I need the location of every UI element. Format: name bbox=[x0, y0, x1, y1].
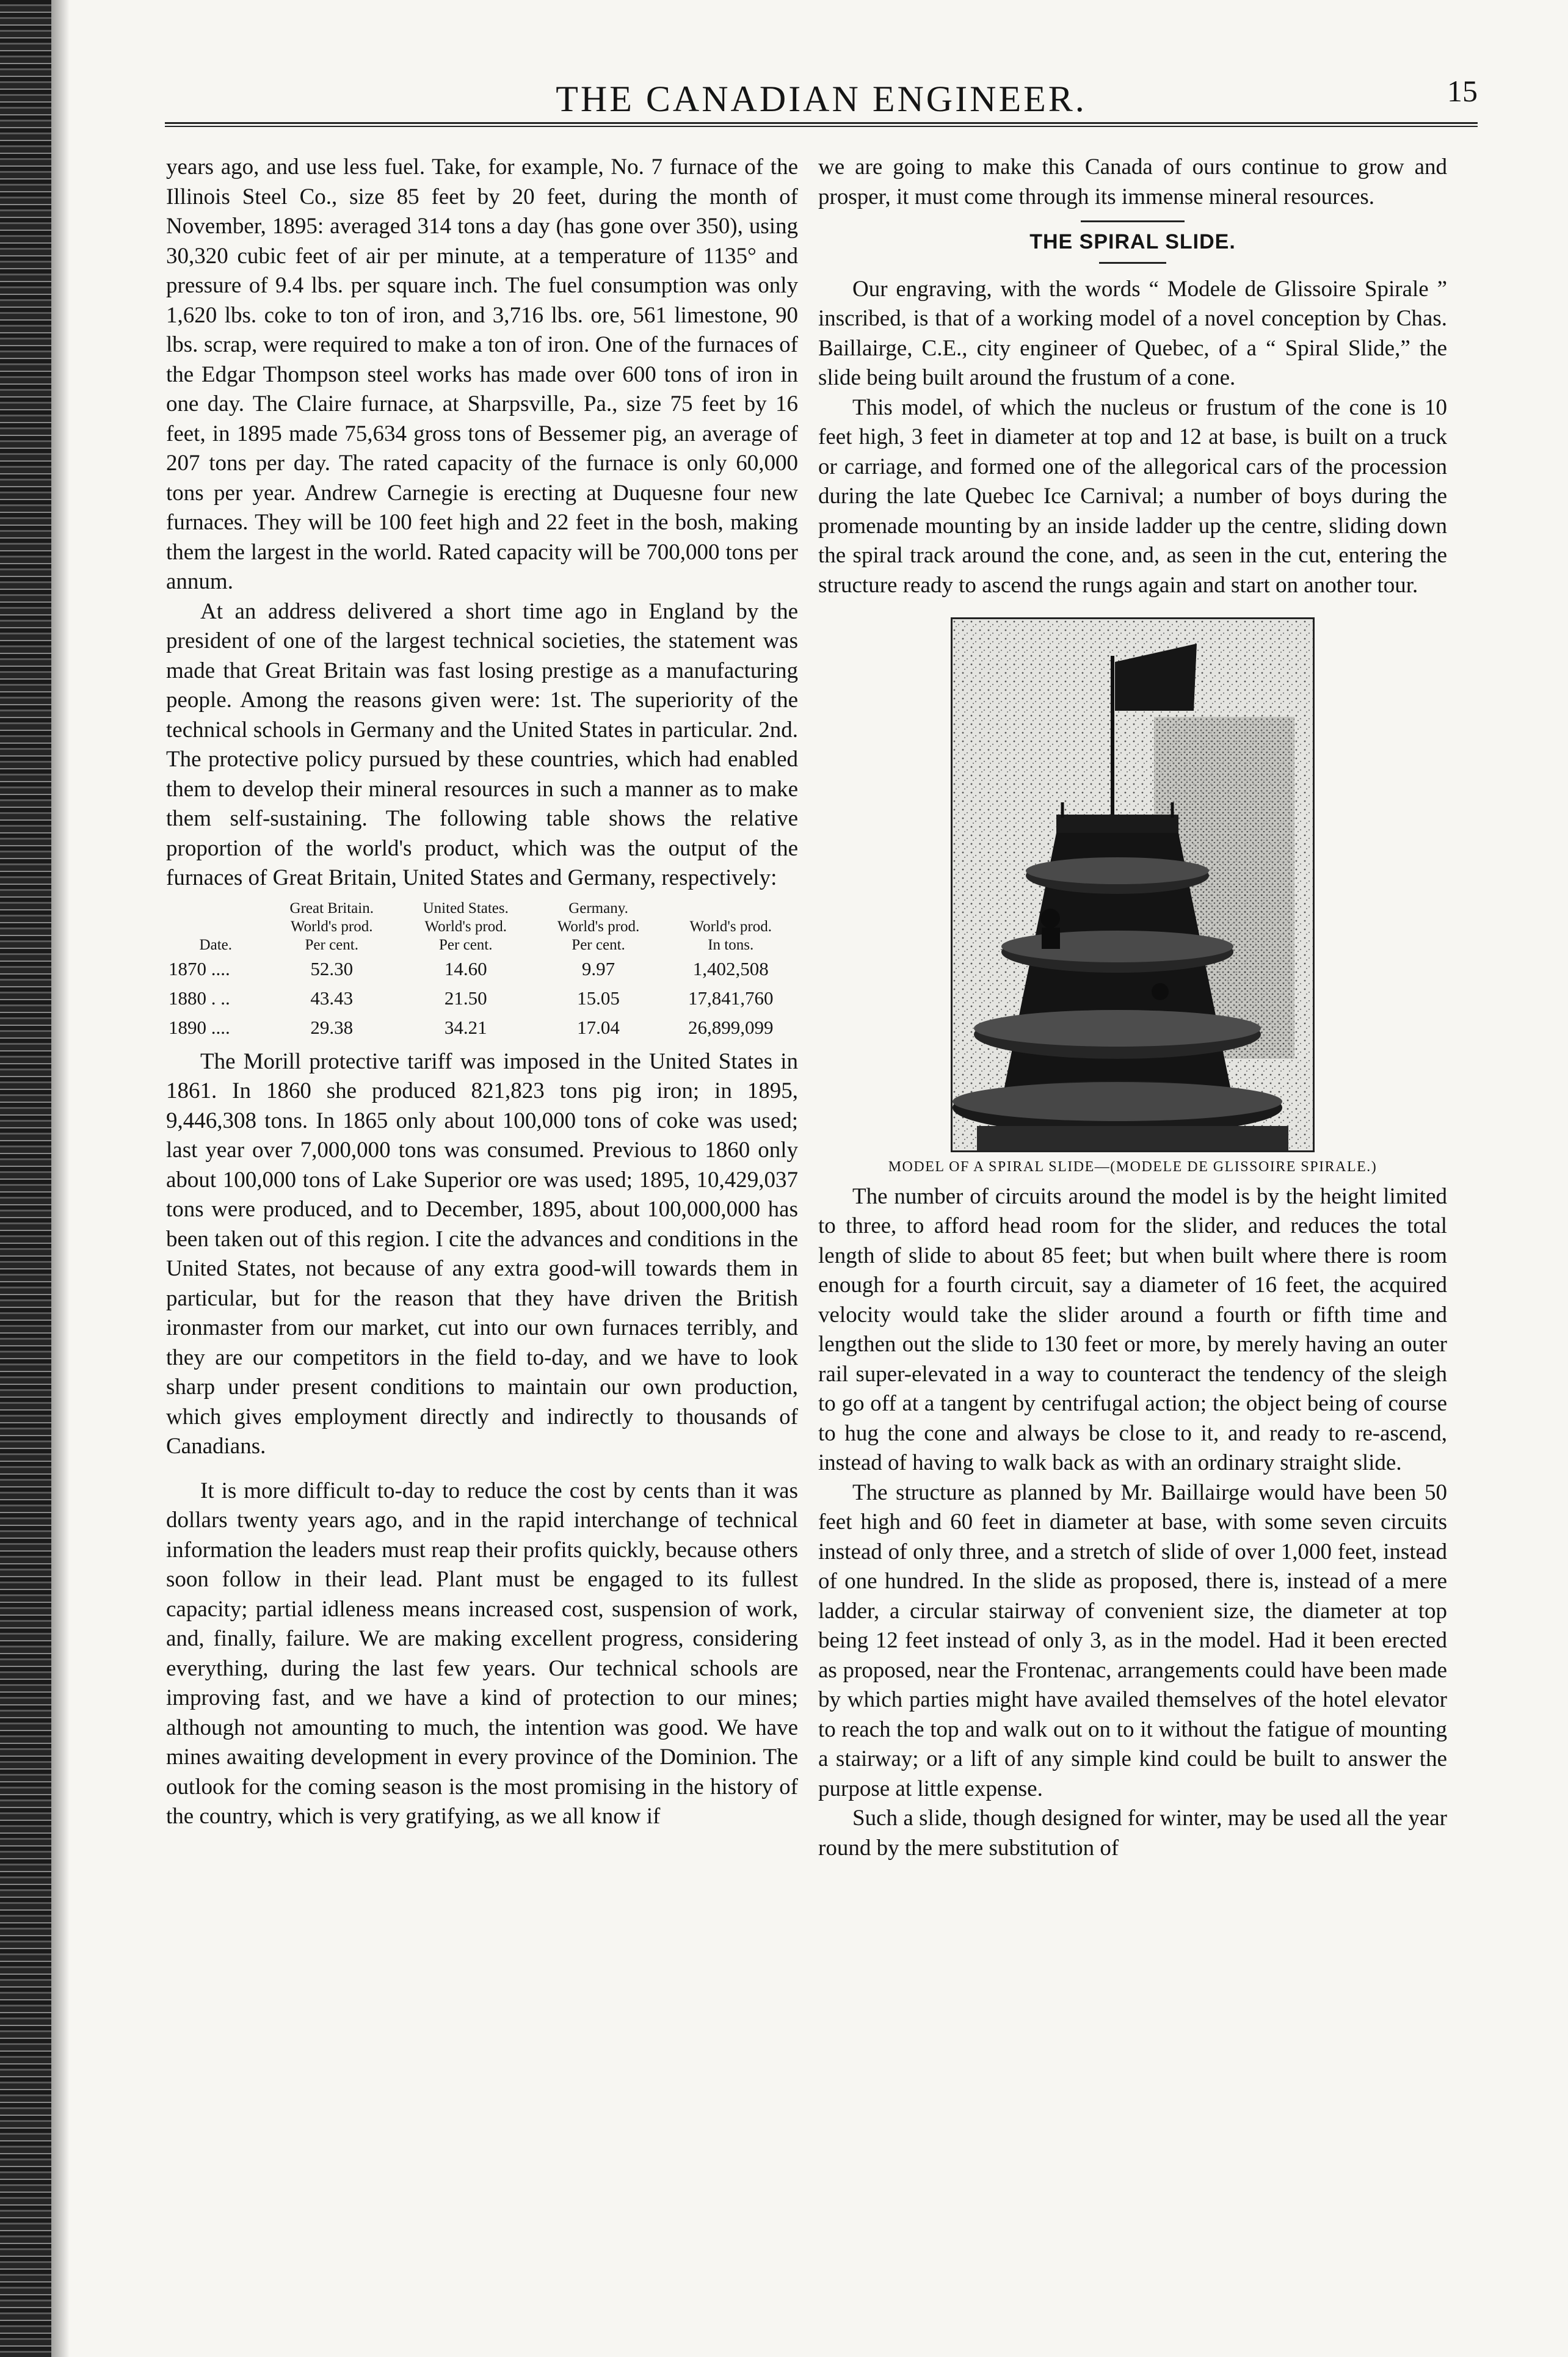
header-line: Great Britain. bbox=[289, 899, 374, 917]
table-header-row bbox=[166, 899, 798, 954]
paragraph: we are going to make this Canada of ours continue to grow and prosper, it must come through its immense mineral resources. bbox=[818, 154, 1447, 209]
table-cell-date: 1880 . .. bbox=[169, 987, 230, 1009]
right-column bbox=[818, 153, 1447, 1863]
section-rule bbox=[1099, 262, 1166, 264]
table-row bbox=[166, 954, 798, 984]
paragraph: Such a slide, though designed for winter, may be used all the year round by the mere substitution of bbox=[818, 1806, 1447, 1861]
header-line: United States. bbox=[423, 899, 509, 917]
production-table bbox=[166, 899, 798, 1042]
journal-title: THE CANADIAN ENGINEER. bbox=[556, 79, 1087, 119]
paragraph: The structure as planned by Mr. Baillairge would have been 50 feet high and 60 feet in diameter at base, with some seven circuits instead of only three, and a stretch of slide of over 1,000 feet, instead of one hundred. In the slide as proposed, there is, instead of a mere ladder, a circular stairway of convenient size, the diameter at top being 12 feet instead of only 3, as in the model. Had it been erected as proposed, near the Frontenac, arrangements could have been made by which parties might have availed themselves of the hotel elevator to reach the top and walk out on to it without the fatigue of mounting a stairway; or a lift of any simple kind could be built to answer the purpose at little expense. bbox=[818, 1480, 1447, 1801]
spiral-slide-engraving bbox=[951, 617, 1315, 1152]
header-line: World's prod. bbox=[689, 918, 772, 935]
paragraph: years ago, and use less fuel. Take, for example, No. 7 furnace of the Illinois Steel Co., size 85 feet by 20 feet, during the month of November, 1895: averaged 314 tons a day (has gone over 350), using 30,320 cubic feet of air per minute, at a temperature of 1135° and pressure of 9.4 lbs. per square inch. The fuel consumption was only 1,620 lbs. coke to ton of iron, and 3,716 lbs. ore, 561 limestone, 90 lbs. scrap, were required to make a ton of iron. One of the furnaces of the Edgar Thompson steel works has made over 600 tons of iron in one day. The Claire furnace, at Sharpsville, Pa., size 75 feet by 16 feet, in 1895 made 75,634 gross tons of Bessemer pig, an average of 207 tons per day. The rated capacity of the furnace is only 60,000 tons per year. Andrew Carnegie is erecting at Duquesne four new furnaces. They will be 100 feet high and 22 feet in the bosh, making them the largest in the world. Rated capacity will be 700,000 tons per annum. bbox=[166, 154, 798, 594]
table-cell: 14.60 bbox=[444, 957, 487, 979]
header-line: Per cent. bbox=[572, 936, 625, 953]
scanned-page-spine bbox=[0, 0, 51, 2357]
spine-shadow bbox=[51, 0, 70, 2357]
table-header-great-britain bbox=[266, 899, 398, 954]
page-header bbox=[165, 73, 1478, 122]
paragraph: At an address delivered a short time ago in England by the president of one of the largest technical societies, the statement was made that Great Britain was fast losing prestige as a manufacturing people. Among the reasons given were: 1st. The superiority of the technical schools in Germany and the United States in particular. 2nd. The protective policy pursued by these countries, which had enabled them to develop their mineral resources in such a manner as to make them self-sustaining. The following table shows the relative proportion of the world's product, which was the output of the furnaces of Great Britain, United States and Germany, respectively: bbox=[166, 598, 798, 890]
table-cell: 34.21 bbox=[444, 1016, 487, 1038]
header-line: World's prod. bbox=[424, 918, 507, 935]
table-cell: 15.05 bbox=[577, 987, 620, 1009]
header-line: In tons. bbox=[708, 936, 754, 953]
table-cell: 9.97 bbox=[581, 957, 615, 979]
table-cell: 26,899,099 bbox=[688, 1016, 774, 1038]
spiral-slide-illustration bbox=[953, 619, 1313, 1150]
table-header-united-states bbox=[398, 899, 534, 954]
table-cell: 21.50 bbox=[444, 987, 487, 1009]
table-cell: 43.43 bbox=[310, 987, 354, 1009]
section-title: THE SPIRAL SLIDE. bbox=[1029, 230, 1236, 253]
header-line: Germany. bbox=[568, 899, 628, 917]
table-cell-date: 1890 .... bbox=[169, 1016, 230, 1038]
table-header-germany bbox=[534, 899, 664, 954]
paragraph: It is more difficult to-day to reduce the cost by cents than it was dollars twenty years ago, and in the rapid interchange of technical information the leaders must reap their profits quickly, because others soon follow in their lead. Plant must be engaged to its fullest capacity; partial idleness means increased cost, suspension of work, and, finally, failure. We are making excellent progress, considering everything, during the last few years. Our technical schools are improving fast, and we have a kind of protection to our mines; although not amounting to much, the intention was good. We have mines awaiting development in every province of the Dominion. The outlook for the coming season is the most promising in the history of the country, which is very gratifying, as we all know if bbox=[166, 1478, 798, 1829]
table-cell: 52.30 bbox=[310, 957, 354, 979]
header-rule bbox=[165, 122, 1478, 127]
table-row bbox=[166, 984, 798, 1013]
table-cell: 29.38 bbox=[310, 1016, 354, 1038]
paragraph: Our engraving, with the words “ Modele de Glissoire Spirale ” inscribed, is that of a working model of a novel conception by Chas. Baillairge, C.E., city engineer of Quebec, of a “ Spiral Slide,” the slide being built around the frustum of a cone. bbox=[818, 276, 1447, 390]
left-column bbox=[166, 153, 798, 1832]
header-line: World's prod. bbox=[291, 918, 373, 935]
table-cell-date: 1870 .... bbox=[169, 957, 230, 979]
header-line: World's prod. bbox=[557, 918, 640, 935]
header-line: Per cent. bbox=[305, 936, 358, 953]
table-cell: 17.04 bbox=[577, 1016, 620, 1038]
table-header-world bbox=[663, 899, 798, 954]
table-header-date bbox=[166, 899, 266, 954]
table-cell: 1,402,508 bbox=[692, 957, 769, 979]
header-line: Date. bbox=[199, 936, 232, 953]
figure-caption: MODEL OF A SPIRAL SLIDE—(MODELE DE GLISSOIRE SPIRALE.) bbox=[888, 1159, 1377, 1175]
paragraph: The Morill protective tariff was imposed in the United States in 1861. In 1860 she produced 821,823 tons pig iron; in 1895, 9,446,308 tons. In 1865 only about 100,000 tons of coke was used; last year over 7,000,000 tons was consumed. Previous to 1860 only about 100,000 tons of Lake Superior ore was used; 1895, 10,429,037 tons were produced, and to December, 1895, about 100,000,000 has been taken out of this region. I cite the advances and conditions in the United States, not because of any extra good-will towards them in particular, but for the reason that they have driven the British ironmaster from our market, cut into our own furnaces terribly, and they are our competitors in the field to-day, and we have to look sharp under present conditions to maintain our own production, which gives employment directly and indirectly to thousands of Canadians. bbox=[166, 1048, 798, 1459]
paragraph: The number of circuits around the model is by the height limited to three, to afford head room for the slider, and reduces the total length of slide to about 85 feet; but when built where there is room enough for a fourth circuit, say a diameter of 16 feet, the acquired velocity would take the slider around a fourth or fifth time and lengthen out the slide to 130 feet or more, by merely having an outer rail super-elevated in a way to counteract the tendency of the sleigh to go off at a tangent by centrifugal action; the object being of course to hug the cone and always be close to it, and ready to re-ascend, instead of having to walk back as with an ordinary straight slide. bbox=[818, 1183, 1447, 1475]
paragraph: This model, of which the nucleus or frustum of the cone is 10 feet high, 3 feet in diameter at top and 12 at base, is built on a truck or carriage, and formed one of the allegorical cars of the procession during the late Quebec Ice Carnival; a number of boys during the promenade mounting by an inside ladder up the centre, sliding down the spiral track around the cone, and, as seen in the cut, entering the structure ready to ascend the rungs again and start on another tour. bbox=[818, 394, 1447, 598]
page-number: 15 bbox=[1447, 74, 1478, 108]
section-rule bbox=[1081, 220, 1185, 222]
header-line: Per cent. bbox=[439, 936, 493, 953]
table-cell: 17,841,760 bbox=[688, 987, 774, 1009]
table-row bbox=[166, 1013, 798, 1042]
